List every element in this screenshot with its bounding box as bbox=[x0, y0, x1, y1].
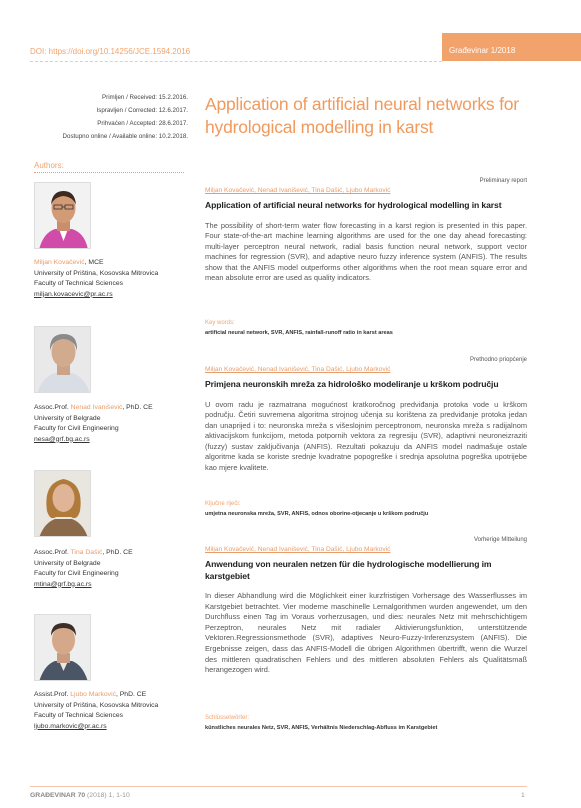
authors-label: Authors: bbox=[34, 161, 64, 170]
author-name: Tina Dašić bbox=[70, 549, 103, 556]
article-title: Application of artificial neural networks for hydrological modelling in karst bbox=[205, 94, 519, 137]
abstract-text: The possibility of short-term water flow forecasting in a karst region is presented in this paper. Four state-of-the-art machine learning algorithms are used for the one day ahead forecasting: multi-layer perceptron neural network, radial basis function neural network, support vector machines for regression (SVR), and adaptive neuro fuzzy inference system (ANFIS). The results show that the ANFIS model outperforms other algorithms when the root mean square error and mean absolute error are used as quality indicators. bbox=[205, 220, 527, 283]
keywords-label: Ključne riječi: bbox=[205, 501, 241, 507]
author-faculty: Faculty for Civil Engineering bbox=[34, 570, 119, 577]
abstract-section-en bbox=[205, 187, 527, 284]
author-name: Nenad Ivanišević bbox=[70, 404, 123, 411]
abstract-text: In dieser Abhandlung wird die Möglichkeit einer kurzfristigen Vorhersage des Wasserflusses im Karstgebiet betrachtet. Vier moderne maschinelle Lernalgorithmen wurden angewendet, um den Durchfluss einen Tag im Voraus vorherzusagen, und dies: neurales Netz mit mehrschichtigem Perzeptron, neurales Netz mit radialer Aktivierungsfunktion, unterstützende Vektoren.Regressionsmethode (SVR), adaptives Neuro-Fuzzy-Inferenzsystem (ANFIS). Die Ergebnisse zeigen, dass das ANFIS-Modell die übrigen Algorithmen übertrifft, wenn die Wurzel des mittleren quadratischen Fehlers und des mittleren absoluten Fehlers als Qualitätsmaß herangezogen wird. bbox=[205, 591, 527, 675]
author-email-link[interactable]: nesa@grf.bg.ac.rs bbox=[34, 435, 90, 443]
section-title: Application of artificial neural networks for hydrological modelling in karst bbox=[205, 200, 502, 210]
author-degree: , PhD. CE bbox=[102, 549, 133, 556]
journal-issue: Građevinar 1/2018 bbox=[449, 46, 516, 55]
author-title: Assoc.Prof. bbox=[34, 404, 71, 411]
page-number: 1 bbox=[521, 792, 525, 799]
date-accepted: Prihvaćen / Accepted: 28.6.2017. bbox=[97, 120, 188, 127]
keywords-en bbox=[205, 320, 527, 336]
section-authors[interactable]: Miljan Kovačević, Nenad Ivanišević, Tina Dašić, Ljubo Marković bbox=[205, 546, 391, 553]
article-type-de: Vorherige Mitteilung bbox=[473, 537, 527, 543]
author-photo-markovic bbox=[34, 614, 91, 681]
date-received: Primljen / Received: 15.2.2016. bbox=[102, 94, 188, 101]
author-photo-ivanisevic bbox=[34, 326, 91, 393]
author-affiliation: University of Belgrade bbox=[34, 559, 101, 567]
author-degree: , PhD. CE bbox=[115, 691, 147, 698]
keywords-label: Schlüsselwörter: bbox=[205, 715, 250, 721]
author-affiliation: University of Priština, Kosovska Mitrovica bbox=[34, 701, 159, 709]
author-info-markovic bbox=[34, 690, 194, 732]
author-email-link[interactable]: miljan.kovacevic@pr.ac.rs bbox=[34, 290, 113, 298]
author-photo-dasic bbox=[34, 470, 91, 537]
section-authors[interactable]: Miljan Kovačević, Nenad Ivanišević, Tina Dašić, Ljubo Marković bbox=[205, 366, 391, 373]
section-title: Anwendung von neuralen netzen für die hydrologische modellierung im karstgebiet bbox=[205, 559, 492, 581]
date-available-online: Dostupno online / Available online: 10.2.2018. bbox=[62, 133, 188, 140]
author-affiliation: University of Belgrade bbox=[34, 414, 101, 422]
abstract-text: U ovom radu je razmatrana mogućnost kratkoročnog predviđanja protoka vode u krškom području. Četiri suvremena algoritma strojnog učenja su korištena za predviđanje protoka jedan dan unaprijed i to: neuronska mreža s višeslojnim perceptronom, neuronska mreža s radijalnom aktivacijskom funkcijom, metoda potpornih vektora za regresiju (SVR), adaptivni neuroneizraziti (fuzzy) sustav zaključivanja (ANFIS). Rezultati pokazuju da ANFIS model nadmašuje ostale algoritme kada se koriste srednje kvadratne popogreške i srednja apsolutna pogreška upotrijebe kao mjere kvalitete. bbox=[205, 399, 527, 473]
section-title: Primjena neuronskih mreža za hidrološko modeliranje u krškom području bbox=[205, 379, 499, 389]
keywords-text: künstliches neurales Netz, SVR, ANFIS, Verhältnis Niederschlag-Abfluss im Karstgebiet bbox=[205, 725, 438, 731]
keywords-text: umjetna neuronska mreža, SVR, ANFIS, odnos oborine-otjecanje u krškom području bbox=[205, 511, 429, 517]
footer-divider bbox=[30, 786, 527, 787]
abstract-section-de bbox=[205, 546, 527, 676]
keywords-de bbox=[205, 715, 527, 731]
keywords-label: Key words: bbox=[205, 320, 235, 326]
author-title: Assist.Prof. bbox=[34, 691, 71, 698]
author-photo-kovacevic bbox=[34, 182, 91, 249]
article-type-en: Preliminary report bbox=[479, 178, 527, 184]
author-affiliation: University of Priština, Kosovska Mitrovica bbox=[34, 269, 159, 277]
footer-issue: (2018) 1, 1-10 bbox=[85, 792, 130, 799]
article-type-hr: Prethodno priopćenje bbox=[469, 357, 527, 363]
author-title: Assoc.Prof. bbox=[34, 549, 71, 556]
date-corrected: Ispravljen / Corrected: 12.6.2017. bbox=[96, 107, 188, 114]
authors-divider bbox=[34, 172, 184, 173]
author-name: Miljan Kovačević bbox=[34, 259, 85, 266]
header-divider bbox=[30, 61, 442, 62]
doi-link[interactable]: DOI: https://doi.org/10.14256/JCE.1594.2016 bbox=[30, 47, 191, 56]
footer-journal: GRAĐEVINAR 70 bbox=[30, 792, 86, 799]
author-email-link[interactable]: mtina@grf.bg.ac.rs bbox=[34, 580, 92, 588]
author-email-link[interactable]: ljubo.markovic@pr.ac.rs bbox=[34, 722, 107, 730]
author-faculty: Faculty for Civil Engineering bbox=[34, 425, 119, 432]
abstract-section-hr bbox=[205, 366, 527, 474]
section-authors[interactable]: Miljan Kovačević, Nenad Ivanišević, Tina Dašić, Ljubo Marković bbox=[205, 187, 391, 194]
keywords-hr bbox=[205, 501, 527, 517]
keywords-text: artificial neural network, SVR, ANFIS, rainfall-runoff ratio in karst areas bbox=[205, 330, 393, 336]
author-faculty: Faculty of Technical Sciences bbox=[34, 280, 124, 287]
author-info-ivanisevic bbox=[34, 403, 194, 445]
author-degree: , MCE bbox=[84, 259, 104, 266]
author-faculty: Faculty of Technical Sciences bbox=[34, 712, 124, 719]
submission-dates bbox=[30, 91, 188, 143]
author-info-kovacevic bbox=[34, 258, 194, 300]
footer-citation bbox=[30, 792, 130, 799]
author-info-dasic bbox=[34, 548, 194, 590]
author-name: Ljubo Marković bbox=[70, 691, 116, 698]
author-degree: , PhD. CE bbox=[122, 404, 153, 411]
